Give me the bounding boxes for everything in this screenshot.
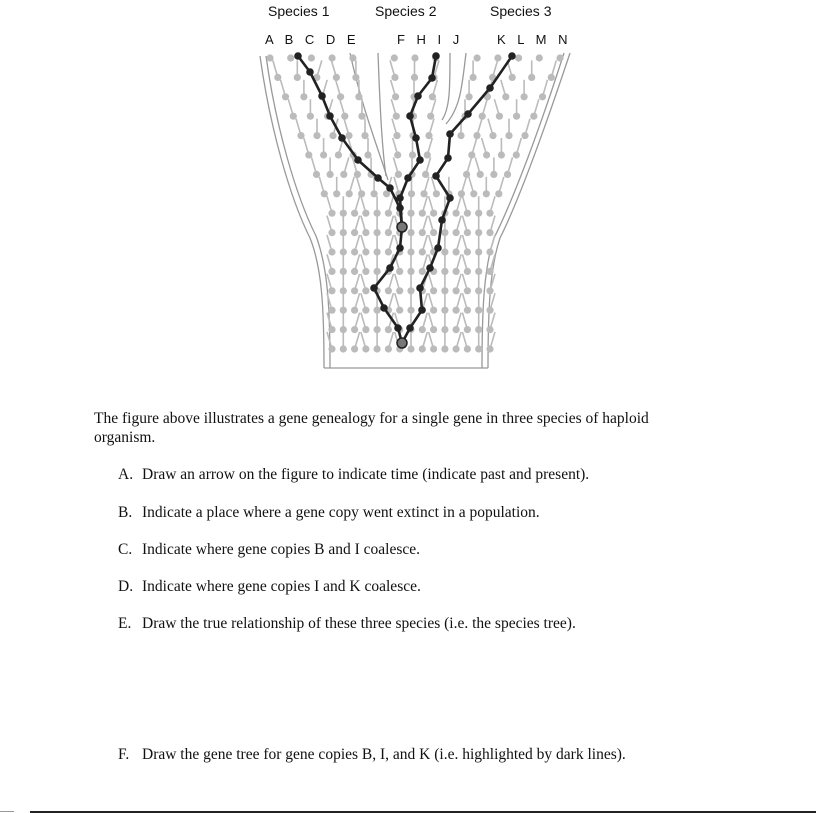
species-1-label: Species 1 — [268, 3, 330, 19]
lineage-dot — [391, 54, 398, 61]
highlighted-node — [386, 264, 394, 272]
coalescence-node-i-k — [397, 338, 407, 348]
highlighted-node — [432, 52, 440, 60]
highlighted-node — [396, 244, 404, 252]
highlighted-node — [404, 174, 412, 182]
species-2-label: Species 2 — [375, 3, 437, 19]
highlighted-node — [338, 134, 346, 142]
page-rule-left — [0, 811, 14, 812]
lineage-dot — [308, 54, 315, 61]
coalescence-node-b-i — [397, 222, 407, 232]
species-3-label: Species 3 — [490, 3, 552, 19]
highlighted-node — [294, 52, 302, 60]
highlighted-node — [486, 84, 494, 92]
question-a: A. Draw an arrow on the figure to indicate time (indicate past and present). — [118, 466, 590, 483]
question-e: E. Draw the true relationship of these three species (i.e. the species tree). — [118, 615, 576, 632]
highlighted-node — [464, 110, 472, 118]
highlighted-node — [396, 204, 404, 212]
highlighted-node — [406, 324, 414, 332]
highlighted-node — [418, 306, 426, 314]
highlighted-node — [318, 92, 326, 100]
lineage-dot — [287, 54, 294, 61]
highlighted-node — [380, 304, 388, 312]
highlighted-node — [412, 134, 420, 142]
lineage-dot — [536, 54, 543, 61]
highlighted-node — [386, 184, 394, 192]
species-1-gene-copies: A B C D E — [265, 32, 360, 47]
gene-genealogy-figure — [250, 48, 580, 373]
highlighted-node — [446, 130, 454, 138]
species-2-gene-copies: F H I J — [397, 32, 464, 47]
highlighted-node — [428, 74, 436, 82]
highlighted-node — [306, 68, 314, 76]
lineage-dot — [515, 54, 522, 61]
highlighted-node — [394, 324, 402, 332]
highlighted-node — [354, 156, 362, 164]
highlighted-node — [508, 52, 516, 60]
lineage-dot — [474, 54, 481, 61]
question-f: F. Draw the gene tree for gene copies B, I, and K (i.e. highlighted by dark lines). — [118, 746, 626, 763]
highlighted-node — [446, 194, 454, 202]
highlighted-node — [444, 154, 452, 162]
highlighted-node — [406, 112, 414, 120]
question-d: D. Indicate where gene copies I and K coalesce. — [118, 578, 421, 595]
highlighted-lineages — [298, 56, 512, 343]
species-3-gene-copies: K L M N — [497, 32, 572, 47]
highlighted-node — [370, 284, 378, 292]
highlighted-node — [434, 244, 442, 252]
highlighted-node — [374, 174, 382, 182]
highlighted-node — [416, 284, 424, 292]
background-lineages — [266, 54, 563, 352]
highlighted-node — [396, 194, 404, 202]
question-c: C. Indicate where gene copies B and I coalesce. — [118, 541, 421, 558]
highlighted-node — [326, 112, 334, 120]
highlighted-node — [414, 92, 422, 100]
highlighted-node — [438, 216, 446, 224]
figure-description: The figure above illustrates a gene genealogy for a single gene in three species of haploid organism. — [94, 410, 649, 446]
question-b: B. Indicate a place where a gene copy went extinct in a population. — [118, 504, 540, 521]
highlighted-node — [416, 156, 424, 164]
highlighted-node — [426, 264, 434, 272]
lineage-dot — [556, 54, 563, 61]
highlighted-node — [432, 172, 440, 180]
